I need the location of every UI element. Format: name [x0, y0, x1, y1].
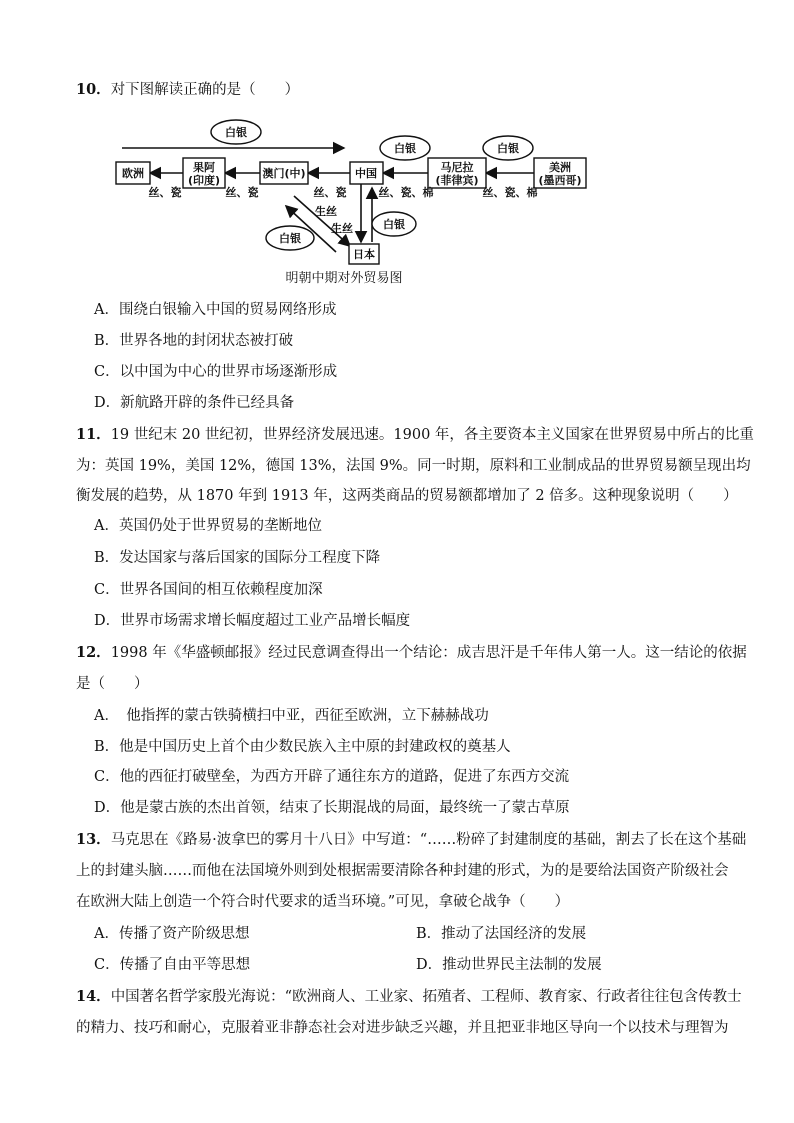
- q11-option-b[interactable]: B．发达国家与落后国家的国际分工程度下降: [94, 550, 381, 566]
- q12-number: 12．: [76, 644, 111, 661]
- label-silk-porcelain-3: 丝、瓷: [313, 186, 347, 199]
- label-silver-america: 白银: [497, 142, 519, 155]
- q10-option-b[interactable]: B．世界各地的封闭状态被打破: [94, 333, 294, 349]
- q11-stem-line-2: 为：英国 19%，美国 12%，德国 13%，法国 9%。同一时期，原料和工业制成品的世界贸易额呈现出均: [76, 458, 751, 474]
- q13-option-c[interactable]: C．传播了自由平等思想: [94, 957, 251, 973]
- q10-stem-text: 对下图解读正确的是（ ）: [110, 82, 300, 98]
- label-america-1: 美洲: [549, 161, 571, 174]
- q10-option-c[interactable]: C．以中国为中心的世界市场逐渐形成: [94, 364, 338, 380]
- q12-option-b[interactable]: B．他是中国历史上首个由少数民族入主中原的封建政权的奠基人: [94, 739, 511, 755]
- q14-text-1: 中国著名哲学家殷光海说：“欧洲商人、工业家、拓殖者、工程师、教育家、行政者往往包含传教士: [110, 989, 742, 1005]
- q11-option-a[interactable]: A．英国仍处于世界贸易的垄断地位: [94, 518, 322, 534]
- q14-number: 14．: [76, 988, 111, 1005]
- diagram-caption: 明朝中期对外贸易图: [285, 271, 403, 286]
- q12-stem-line-1: [76, 643, 747, 663]
- q11-number: 11．: [76, 426, 111, 443]
- q10-option-a[interactable]: A．围绕白银输入中国的贸易网络形成: [94, 302, 337, 318]
- q14-stem-line-2: 的精力、技巧和耐心，克服着亚非静态社会对进步缺乏兴趣，并且把亚非地区导向一个以技术与理智为: [76, 1020, 729, 1036]
- q10-number: 10．: [76, 81, 111, 98]
- q13-stem-line-2: 上的封建头脑……而他在法国境外则到处根据需要清除各种封建的形式，为的是要给法国资产阶级社会: [76, 863, 729, 879]
- label-china: 中国: [355, 167, 377, 180]
- q13-number: 13．: [76, 831, 111, 848]
- trade-diagram: [0, 118, 794, 286]
- q13-option-b[interactable]: B．推动了法国经济的发展: [416, 926, 587, 942]
- q10-option-d[interactable]: D．新航路开辟的条件已经具备: [94, 395, 295, 411]
- q12-option-d[interactable]: D．他是蒙古族的杰出首领，结束了长期混战的局面，最终统一了蒙古草原: [94, 800, 570, 816]
- label-europe: 欧洲: [122, 167, 144, 180]
- q11-stem-line-1: [76, 425, 754, 445]
- q10-stem: [76, 80, 299, 100]
- q11-option-c[interactable]: C．世界各国间的相互依赖程度加深: [94, 582, 323, 598]
- label-silk-porcelain-cotton-2: 丝、瓷、棉: [482, 186, 538, 199]
- label-silk-porcelain-cotton-1: 丝、瓷、棉: [378, 186, 434, 199]
- q13-stem-line-1: [76, 830, 746, 850]
- q13-option-d[interactable]: D．推动世界民主法制的发展: [416, 957, 602, 973]
- label-silk-porcelain-2: 丝、瓷: [225, 186, 259, 199]
- q13-text-1: 马克思在《路易·波拿巴的雾月十八日》中写道：“……粉碎了封建制度的基础，割去了长在这个基础: [110, 832, 747, 848]
- label-manila-2: (菲律宾): [435, 174, 479, 187]
- label-raw-silk-2: 生丝: [331, 222, 353, 235]
- label-macau: 澳门(中): [262, 167, 306, 180]
- label-japan: 日本: [353, 248, 375, 261]
- label-goa-2: (印度): [187, 174, 221, 187]
- q12-stem-line-2: 是（ ）: [76, 676, 149, 692]
- label-silver-japan-left: 白银: [279, 232, 301, 245]
- q12-option-a[interactable]: A． 他指挥的蒙古铁骑横扫中亚，西征至欧洲，立下赫赫战功: [94, 708, 489, 724]
- q13-option-a[interactable]: A．传播了资产阶级思想: [94, 926, 250, 942]
- q13-stem-line-3: 在欧洲大陆上创造一个符合时代要求的适当环境。”可见，拿破仑战争（ ）: [76, 894, 570, 910]
- label-america-2: (墨西哥): [538, 174, 582, 187]
- q11-text-1: 19 世纪末 20 世纪初，世界经济发展迅速。1900 年，各主要资本主义国家在世界贸易中所占的比重: [110, 427, 754, 443]
- label-silver-top: 白银: [225, 126, 247, 139]
- q12-text-1: 1998 年《华盛顿邮报》经过民意调查得出一个结论：成吉思汗是千年伟人第一人。这一结论的依据: [110, 645, 747, 661]
- q12-option-c[interactable]: C．他的西征打破壁垒，为西方开辟了通往东方的道路，促进了东西方交流: [94, 769, 570, 785]
- q14-stem-line-1: [76, 987, 742, 1007]
- label-goa-1: 果阿: [193, 161, 215, 174]
- label-silver-japan-right: 白银: [383, 218, 405, 231]
- q11-option-d[interactable]: D．世界市场需求增长幅度超过工业产品增长幅度: [94, 613, 411, 629]
- label-silver-manila: 白银: [394, 142, 416, 155]
- label-manila-1: 马尼拉: [440, 161, 474, 174]
- label-raw-silk-1: 生丝: [315, 205, 337, 218]
- q11-stem-line-3: 衡发展的趋势，从 1870 年到 1913 年，这两类商品的贸易额都增加了 2 倍多。这种现象说明（ ）: [76, 488, 738, 504]
- label-silk-porcelain-1: 丝、瓷: [148, 186, 182, 199]
